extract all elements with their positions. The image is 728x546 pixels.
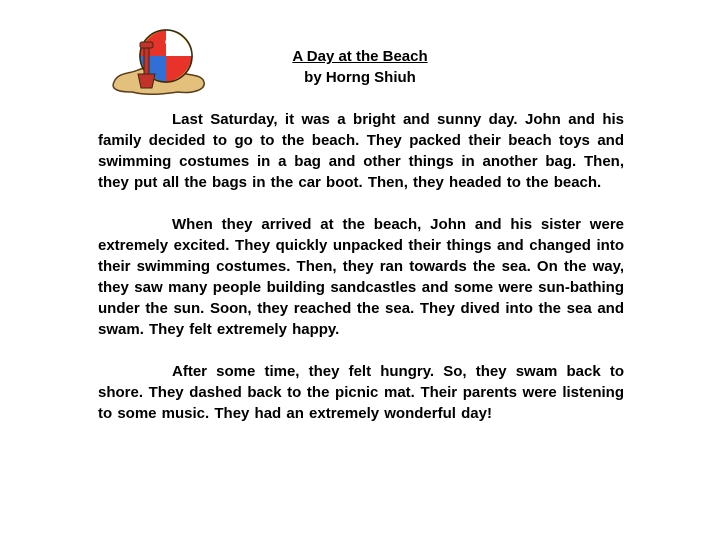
beach-ball-and-spade-icon xyxy=(108,26,208,98)
title-block xyxy=(250,46,470,88)
document-title: A Day at the Beach xyxy=(292,48,428,65)
story-body xyxy=(98,109,624,445)
paragraph-3: After some time, they felt hungry. So, they swam back to shore. They dashed back to the picnic mat. Their parents were listening to some music. They had an extremely wonderful day! xyxy=(98,363,624,422)
paragraph-2: When they arrived at the beach, John and his sister were extremely excited. They quickly unpacked their things and changed into their swimming costumes. Then, they ran towards the sea. On the way, they saw many people building sandcastles and some were sun-bathing under the sun. Soon, they reached the sea. They dived into the sea and swam. They felt extremely happy. xyxy=(98,216,624,338)
paragraph-1: Last Saturday, it was a bright and sunny day. John and his family decided to go to the beach. They packed their beach toys and swimming costumes in a bag and other things in another bag. Then, they put all the bags in the car boot. Then, they headed to the beach. xyxy=(98,111,624,191)
author-line: by Horng Shiuh xyxy=(304,69,416,86)
